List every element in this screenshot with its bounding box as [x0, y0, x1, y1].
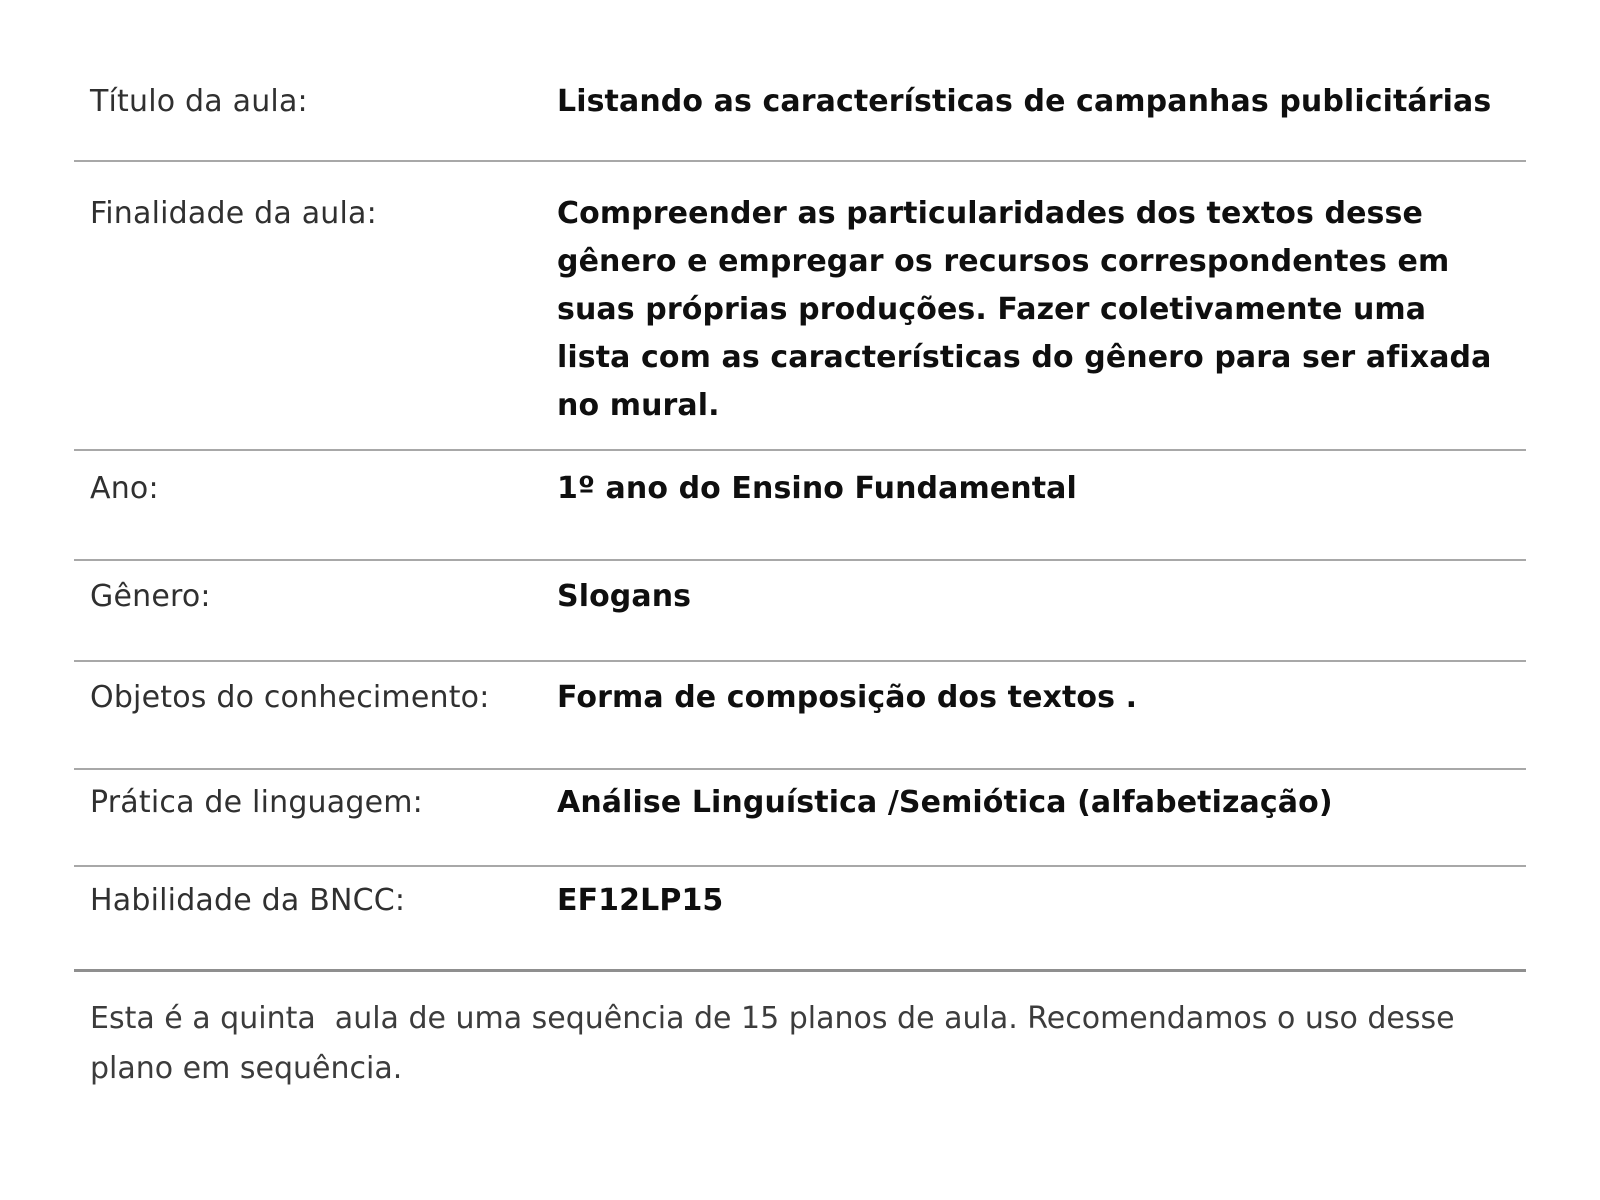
field-label: Título da aula: — [90, 84, 308, 119]
row-finalidade-da-aula — [74, 162, 1526, 451]
field-label: Finalidade da aula: — [90, 196, 377, 231]
field-value: Listando as características de campanhas publicitárias — [557, 84, 1492, 119]
field-label: Prática de linguagem: — [90, 785, 423, 820]
field-value: Slogans — [557, 579, 692, 614]
field-value: Forma de composição dos textos . — [557, 680, 1138, 715]
field-value: EF12LP15 — [557, 883, 724, 918]
row-genero — [74, 561, 1526, 662]
row-titulo-da-aula — [74, 60, 1526, 162]
sequence-note-text: Esta é a quinta aula de uma sequência de 15 planos de aula. Recomendamos o uso desse plano em sequência. — [90, 1001, 1465, 1086]
field-value: Análise Linguística /Semiótica (alfabetização) — [557, 785, 1333, 820]
sequence-note — [74, 972, 1526, 1094]
row-habilidade-da-bncc — [74, 867, 1526, 972]
row-ano — [74, 451, 1526, 561]
row-pratica-de-linguagem — [74, 770, 1526, 867]
field-value: Compreender as particularidades dos textos desse gênero e empregar os recursos correspondentes em suas próprias produções. Fazer coletivamente uma lista com as características do gênero para ser afixada no mural. — [557, 196, 1503, 423]
field-label: Gênero: — [90, 579, 211, 614]
field-label: Objetos do conhecimento: — [90, 680, 490, 715]
field-label: Habilidade da BNCC: — [90, 883, 406, 918]
row-objetos-do-conhecimento — [74, 662, 1526, 770]
field-label: Ano: — [90, 471, 159, 506]
field-value: 1º ano do Ensino Fundamental — [557, 471, 1077, 506]
